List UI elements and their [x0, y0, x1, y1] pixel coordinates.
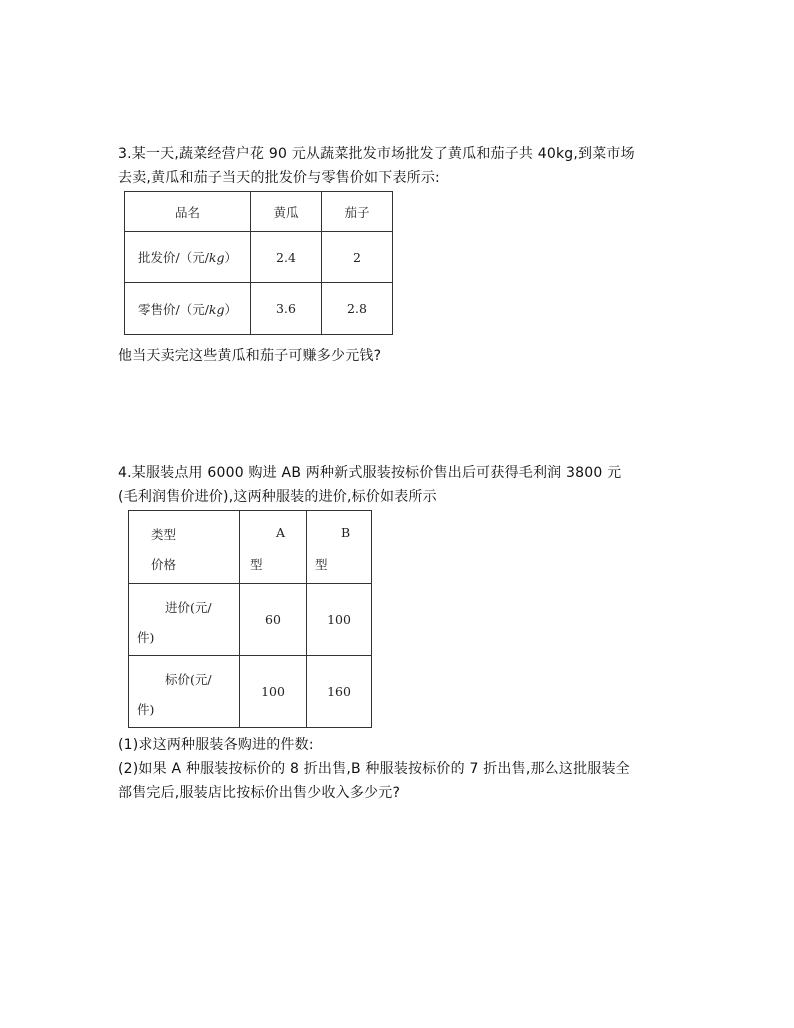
- table-row: [129, 511, 372, 584]
- unit-text: kg: [208, 301, 225, 317]
- label-text: 件): [137, 702, 155, 717]
- header-col-b-suffix: 型: [315, 557, 328, 572]
- table-row-label: [129, 584, 240, 656]
- table-row: [129, 656, 372, 728]
- table-row-label: [129, 656, 240, 728]
- table-cell: 3.6: [251, 283, 322, 335]
- header-type-label: 类型: [151, 527, 177, 542]
- unit-text: kg: [208, 250, 225, 265]
- table-header-cell: [307, 511, 372, 584]
- table-header-cell: [240, 511, 307, 584]
- label-text: 零售价/（元/: [137, 301, 209, 317]
- label-text: 进价(元/: [165, 600, 212, 615]
- table-row: [129, 584, 372, 656]
- table-header-cell: [129, 511, 240, 584]
- table-cell: 160: [307, 656, 372, 728]
- table-header-cell: 黄瓜: [251, 192, 322, 232]
- header-price-label: 价格: [151, 557, 177, 572]
- table-row-label: [125, 283, 251, 335]
- q4-sub-question-2-line-1: (2)如果 A 种服装按标价的 8 折出售,B 种服装按标价的 7 折出售,那么这批服装全: [118, 761, 630, 777]
- q3-question: 他当天卖完这些黄瓜和茄子可赚多少元钱?: [118, 348, 382, 364]
- label-text: ）: [224, 301, 238, 317]
- q3-line-1: 3.某一天,蔬菜经营户花 90 元从蔬菜批发市场批发了黄瓜和茄子共 40kg,到菜市场: [118, 146, 635, 162]
- table-cell: 60: [240, 584, 307, 656]
- header-col-b: B: [341, 525, 351, 540]
- q4-line-2: (毛利润售价进价),这两种服装的进价,标价如表所示: [118, 489, 437, 505]
- label-text: 标价(元/: [165, 672, 212, 687]
- table-cell: 2.4: [251, 232, 322, 283]
- table-row: [125, 283, 393, 335]
- q4-sub-question-2-line-2: 部售完后,服装店比按标价出售少收入多少元?: [118, 785, 401, 801]
- table-cell: 100: [307, 584, 372, 656]
- table-row: [125, 192, 393, 232]
- q4-price-table: [128, 510, 372, 728]
- header-col-a: A: [276, 525, 286, 540]
- header-col-a-suffix: 型: [250, 557, 263, 572]
- label-text: 批发价/（元/: [137, 250, 209, 265]
- q4-line-1: 4.某服装点用 6000 购进 AB 两种新式服装按标价售出后可获得毛利润 3800 元: [118, 465, 622, 481]
- table-row: [125, 232, 393, 283]
- label-text: ）: [224, 250, 238, 265]
- q3-line-2: 去卖,黄瓜和茄子当天的批发价与零售价如下表所示:: [118, 170, 440, 186]
- table-cell: 2.8: [322, 283, 393, 335]
- q4-sub-question-1: (1)求这两种服装各购进的件数:: [118, 737, 314, 753]
- label-text: 件): [137, 630, 155, 645]
- table-header-cell: 茄子: [322, 192, 393, 232]
- table-cell: 2: [322, 232, 393, 283]
- table-row-label: [125, 232, 251, 283]
- q3-price-table: [124, 191, 393, 335]
- table-header-cell: 品名: [125, 192, 251, 232]
- table-cell: 100: [240, 656, 307, 728]
